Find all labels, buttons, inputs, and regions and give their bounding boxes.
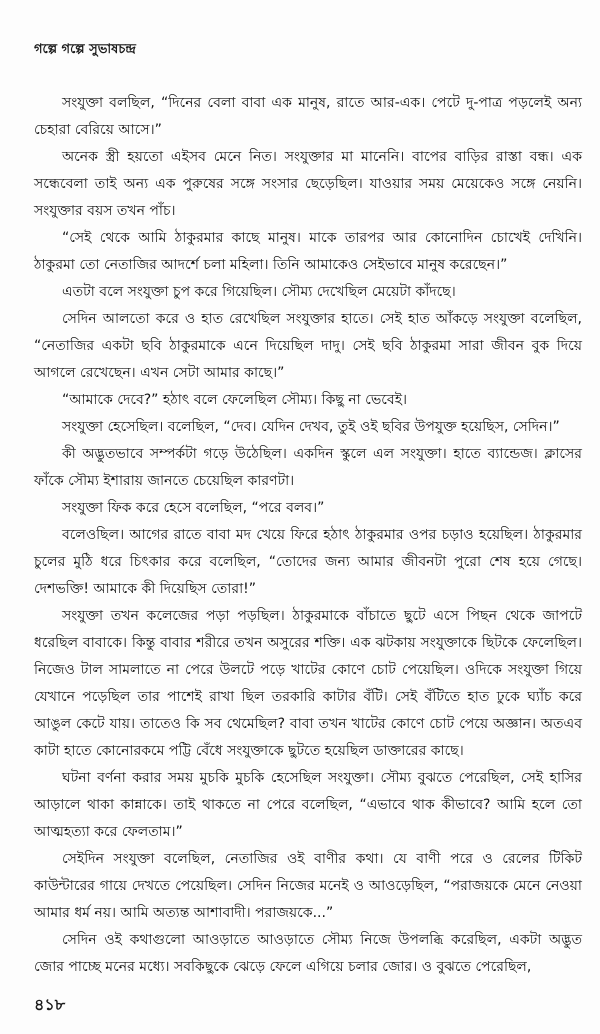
paragraph: অনেক স্ত্রী হয়তো এইসব মেনে নিত। সংযুক্তার মা মানেনি। বাপের বাড়ির রাস্তা বন্ধ। এক সন্ধেবেলা তাই অন্য এক পুরুষের সঙ্গে সংসার ছেড়েছিল। যাওয়ার সময় মেয়েকেও সঙ্গে নেয়নি। সংযুক্তার বয়স তখন পাঁচ। <box>34 149 582 219</box>
running-head: গল্পে গল্পে সুভাষচন্দ্র <box>34 42 136 57</box>
paragraph: বলেওছিল। আগের রাতে বাবা মদ খেয়ে ফিরে হঠাৎ ঠাকুরমার ওপর চড়াও হয়েছিল। ঠাকুরমার চুলের মুঠি ধরে চিৎকার করে বলেছিল, “তোদের জন্য আমার জীবনটা পুরো শেষ হয়ে গেছে। দেশভক্তি! আমাকে কী দিয়েছিস তোরা!” <box>34 527 582 597</box>
paragraph: সেইদিন সংযুক্তা বলেছিল, নেতাজির ওই বাণীর কথা। যে বাণী পরে ও রেলের টিকিট কাউন্টারের গায়ে দেখতে পেয়েছিল। সেদিন নিজের মনেই ও আওড়েছিল, “পরাজয়কে মেনে নেওয়া আমার ধর্ম নয়। আমি অত্যন্ত আশাবাদী। পরাজয়কে...” <box>34 851 582 921</box>
paragraph: সেদিন ওই কথাগুলো আওড়াতে আওড়াতে সৌম্য নিজে উপলব্ধি করেছিল, একটা অদ্ভুত জোর পাচ্ছে মনের মধ্যে। সবকিছুকে ঝেড়ে ফেলে এগিয়ে চলার জোর। ও বুঝতে পেরেছিল, <box>34 932 582 975</box>
paragraph: সংযুক্তা ফিক করে হেসে বলেছিল, “পরে বলব।” <box>62 500 325 516</box>
paragraph: সংযুক্তা বলছিল, “দিনের বেলা বাবা এক মানুষ, রাতে আর-এক। পেটে দু-পাত্র পড়লেই অন্য চেহারা বেরিয়ে আসে।” <box>34 95 582 138</box>
paragraph: এতটা বলে সংযুক্তা চুপ করে গিয়েছিল। সৌম্য দেখেছিল মেয়েটা কাঁদছে। <box>62 284 456 300</box>
paragraph: কী অদ্ভুতভাবে সম্পর্কটা গড়ে উঠেছিল। একদিন স্কুলে এল সংযুক্তা। হাতে ব্যান্ডেজ। ক্লাসের ফাঁকে সৌম্য ইশারায় জানতে চেয়েছিল কারণটা। <box>34 446 582 489</box>
paragraph: “আমাকে দেবে?” হঠাৎ বলে ফেলেছিল সৌম্য। কিছু না ভেবেই। <box>62 392 407 408</box>
paragraph: সংযুক্তা তখন কলেজের পড়া পড়ছিল। ঠাকুরমাকে বাঁচাতে ছুটে এসে পিছন থেকে জাপটে ধরেছিল বাবাকে। কিন্তু বাবার শরীরে তখন অসুরের শক্তি। এক ঝটকায় সংযুক্তাকে ছিটকে ফেলেছিল। নিজেও টাল সামলাতে না পেরে উলটে পড়ে খাটের কোণে চোট পেয়েছিল। ওদিকে সংযুক্তা গিয়ে যেখানে পড়েছিল তার পাশেই রাখা ছিল তরকারি কাটার বঁটি। সেই বঁটিতে হাত ঢুকে ঘ্যাঁচ করে আঙুল কেটে যায়। তাতেও কি সব থেমেছিল? বাবা তখন খাটের কোণে চোট পেয়ে অজ্ঞান। অতএব কাটা হাতে কোনোরকমে পট্টি বেঁধে সংযুক্তাকে ছুটতে হয়েছিল ডাক্তারের কাছে। <box>34 608 582 759</box>
paragraph: সেদিন আলতো করে ও হাত রেখেছিল সংযুক্তার হাতে। সেই হাত আঁকড়ে সংযুক্তা বলেছিল, “নেতাজির একটা ছবি ঠাকুরমাকে এনে দিয়েছিল দাদু। সেই ছবি ঠাকুরমা সারা জীবন বুক দিয়ে আগলে রেখেছেন। এখন সেটা আমার কাছে।” <box>34 311 582 381</box>
paragraph: ঘটনা বর্ণনা করার সময় মুচকি মুচকি হেসেছিল সংযুক্তা। সৌম্য বুঝতে পেরেছিল, সেই হাসির আড়ালে থাকা কান্নাকে। তাই থাকতে না পেরে বলেছিল, “এভাবে থাক কীভাবে? আমি হলে তো আত্মহত্যা করে ফেলতাম।” <box>34 770 582 840</box>
paragraph: সংযুক্তা হেসেছিল। বলেছিল, “দেব। যেদিন দেখব, তুই ওই ছবির উপযুক্ত হয়েছিস, সেদিন।” <box>62 419 560 435</box>
body-text <box>34 90 582 981</box>
page-number: ৪১৮ <box>34 995 66 1014</box>
paragraph: “সেই থেকে আমি ঠাকুরমার কাছে মানুষ। মাকে তারপর আর কোনোদিন চোখেই দেখিনি। ঠাকুরমা তো নেতাজির আদর্শে চলা মহিলা। তিনি আমাকেও সেইভাবে মানুষ করেছেন।” <box>34 230 582 273</box>
